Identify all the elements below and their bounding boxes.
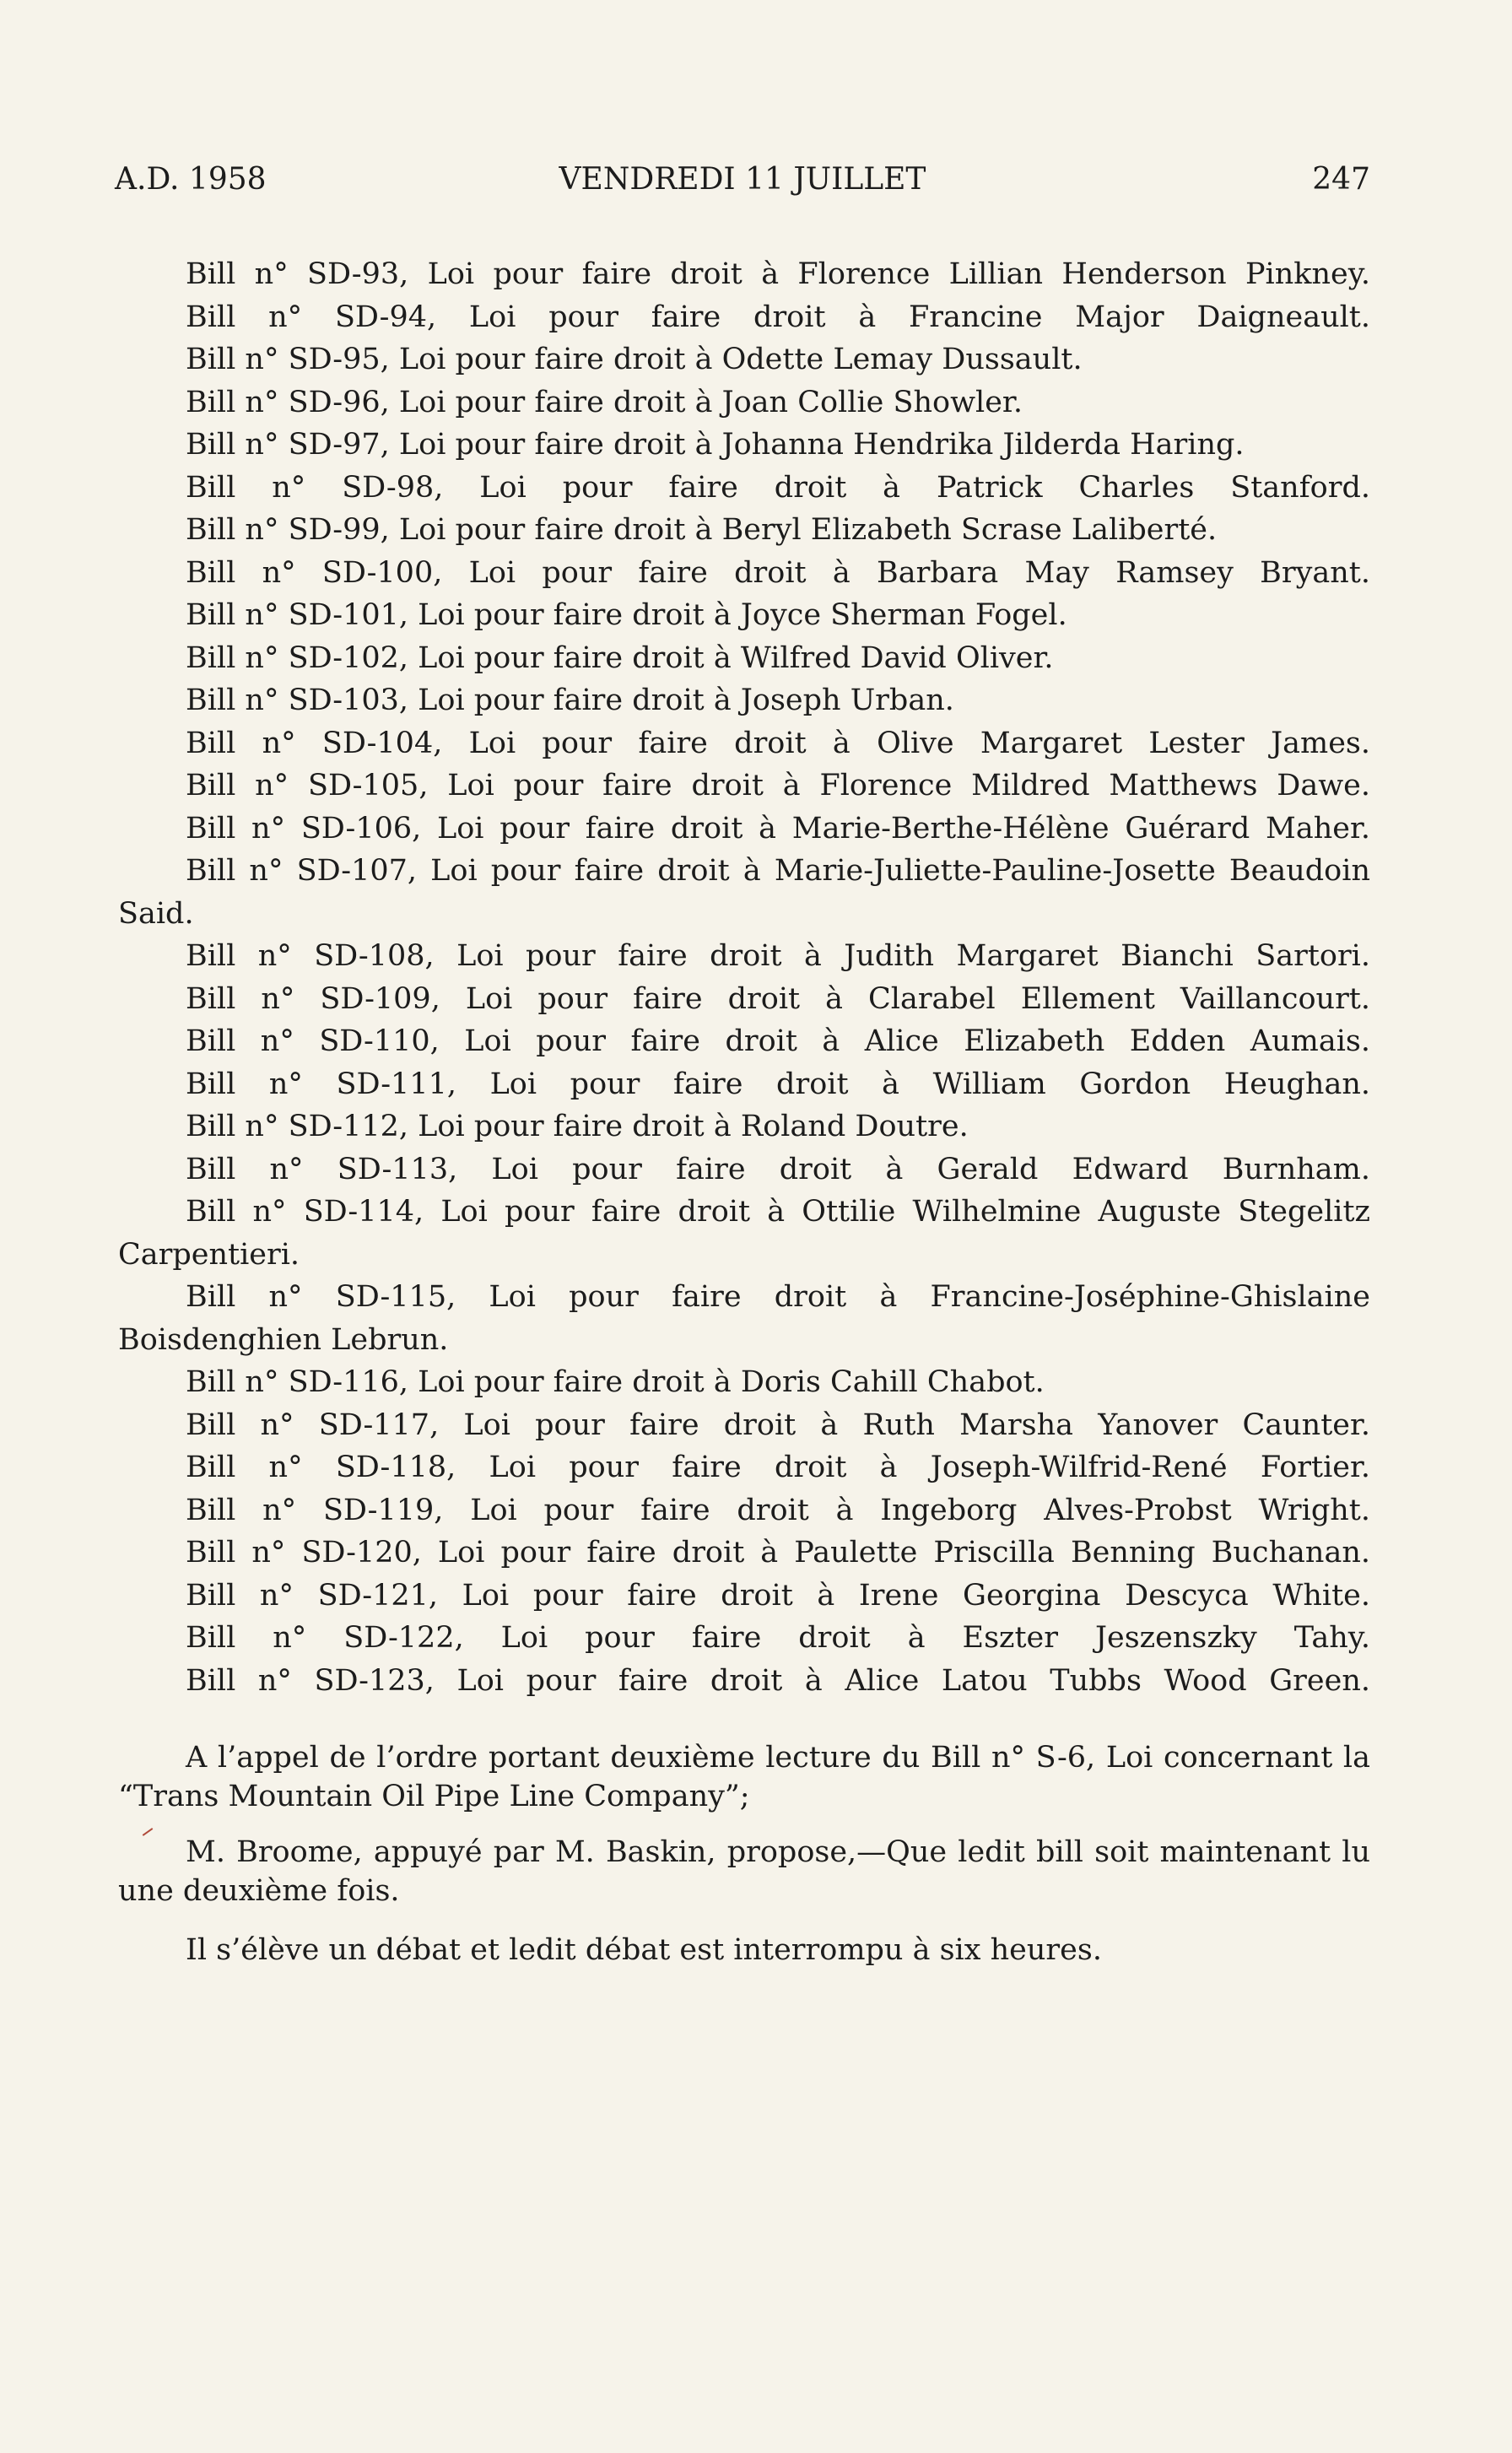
bill-entry: Bill n° SD-113, Loi pour faire droit à Gerald Edward Burnham. — [186, 1152, 1370, 1186]
proceedings — [118, 1738, 1370, 1986]
bill-entry: Bill n° SD-95, Loi pour faire droit à Odette Lemay Dussault. — [186, 343, 1083, 376]
bill-entry: Bill n° SD-102, Loi pour faire droit à Wilfred David Oliver. — [186, 640, 1054, 675]
bill-entry: Bill n° SD-101, Loi pour faire droit à Joyce Sherman Fogel. — [186, 598, 1067, 632]
order-call-paragraph: A l’appel de l’ordre portant deuxième lecture du Bill n° S-6, Loi concernant la “Trans Mountain Oil Pipe Line Company”; — [118, 1741, 1370, 1813]
header-year: A.D. 1958 — [115, 162, 267, 197]
bill-entry: Bill n° SD-105, Loi pour faire droit à Florence Mildred Matthews Dawe. — [186, 769, 1370, 802]
page-number: 247 — [1312, 162, 1370, 197]
bill-entry: Bill n° SD-115, Loi pour faire droit à Francine-Joséphine-Ghislaine Boisdenghien Lebrun. — [118, 1280, 1370, 1357]
bill-entry: Bill n° SD-103, Loi pour faire droit à Joseph Urban. — [186, 683, 954, 717]
bill-entry: Bill n° SD-107, Loi pour faire droit à Marie-Juliette-Pauline-Josette Beaudoin Said. — [118, 854, 1370, 931]
bill-list — [118, 253, 1370, 1702]
bill-entry: Bill n° SD-111, Loi pour faire droit à William Gordon Heughan. — [186, 1067, 1370, 1101]
motion-paragraph: M. Broome, appuyé par M. Baskin, propose,—Que ledit bill soit maintenant lu une deuxième fois. — [118, 1835, 1370, 1908]
bill-entry: Bill n° SD-106, Loi pour faire droit à Marie-Berthe-Hélène Guérard Maher. — [186, 811, 1370, 846]
bill-entry: Bill n° SD-97, Loi pour faire droit à Johanna Hendrika Jilderda Haring. — [186, 428, 1245, 462]
bill-entry: Bill n° SD-119, Loi pour faire droit à Ingeborg Alves-Probst Wright. — [186, 1493, 1370, 1527]
bill-entry: Bill n° SD-93, Loi pour faire droit à Florence Lillian Henderson Pinkney. — [186, 257, 1370, 291]
bill-entry: Bill n° SD-109, Loi pour faire droit à Clarabel Ellement Vaillancourt. — [186, 981, 1370, 1016]
bill-entry: Bill n° SD-98, Loi pour faire droit à Patrick Charles Stanford. — [186, 470, 1370, 505]
bill-entry: Bill n° SD-94, Loi pour faire droit à Francine Major Daigneault. — [186, 300, 1370, 334]
bill-entry: Bill n° SD-123, Loi pour faire droit à Alice Latou Tubbs Wood Green. — [186, 1663, 1370, 1698]
bill-entry: Bill n° SD-116, Loi pour faire droit à Doris Cahill Chabot. — [186, 1365, 1045, 1399]
bill-entry: Bill n° SD-120, Loi pour faire droit à Paulette Priscilla Benning Buchanan. — [186, 1536, 1370, 1570]
bill-entry: Bill n° SD-121, Loi pour faire droit à Irene Georgina Descyca White. — [186, 1578, 1370, 1613]
bill-entry: Bill n° SD-117, Loi pour faire droit à Ruth Marsha Yanover Caunter. — [186, 1408, 1370, 1442]
bill-entry: Bill n° SD-96, Loi pour faire droit à Joan Collie Showler. — [186, 385, 1023, 419]
bill-entry: Bill n° SD-112, Loi pour faire droit à Roland Doutre. — [186, 1110, 969, 1143]
debate-paragraph: Il s’élève un débat et ledit débat est interrompu à six heures. — [186, 1933, 1102, 1967]
bill-entry: Bill n° SD-110, Loi pour faire droit à Alice Elizabeth Edden Aumais. — [186, 1024, 1370, 1058]
header-date: VENDREDI 11 JUILLET — [559, 162, 926, 197]
bill-entry: Bill n° SD-99, Loi pour faire droit à Beryl Elizabeth Scrase Laliberté. — [186, 513, 1218, 547]
bill-entry: Bill n° SD-104, Loi pour faire droit à Olive Margaret Lester James. — [186, 726, 1370, 760]
bill-entry: Bill n° SD-114, Loi pour faire droit à Ottilie Wilhelmine Auguste Stegelitz Carpentieri. — [118, 1195, 1370, 1272]
bill-entry: Bill n° SD-108, Loi pour faire droit à Judith Margaret Bianchi Sartori. — [186, 939, 1370, 973]
bill-entry: Bill n° SD-118, Loi pour faire droit à Joseph-Wilfrid-René Fortier. — [186, 1451, 1370, 1484]
bill-entry: Bill n° SD-122, Loi pour faire droit à Eszter Jeszenszky Tahy. — [186, 1621, 1370, 1655]
page-header — [115, 162, 1370, 204]
bill-entry: Bill n° SD-100, Loi pour faire droit à Barbara May Ramsey Bryant. — [186, 555, 1370, 590]
